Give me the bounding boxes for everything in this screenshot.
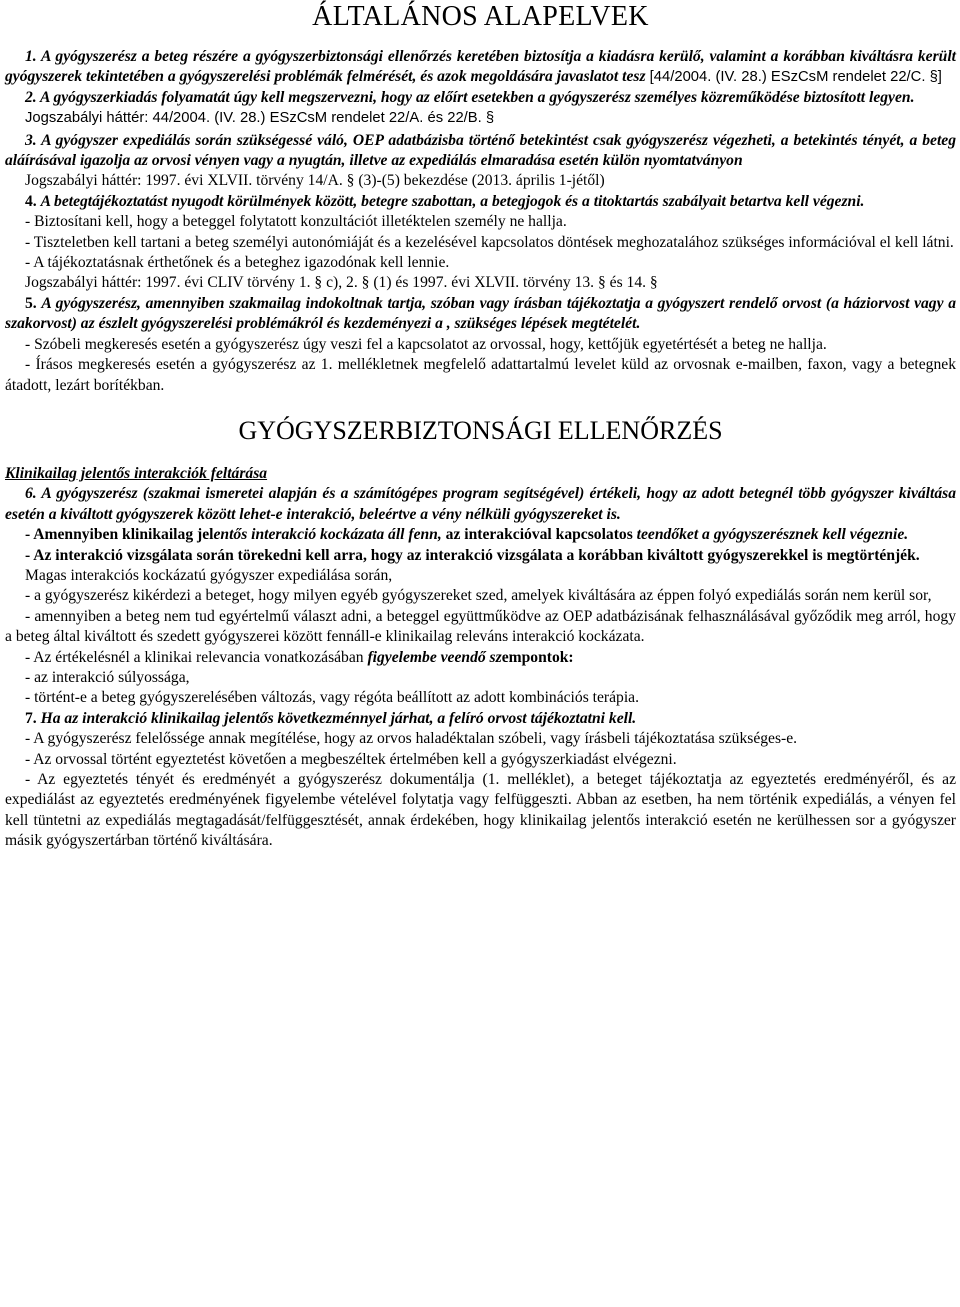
principle-3 [5,131,956,172]
principle-6-item: Magas interakciós kockázatú gyógyszer expediálása során, [25,566,393,584]
principle-2 [5,88,956,108]
principle-4-item: - A tájékoztatásnak érthetőnek és a beteghez igazodónak kell lennie. [25,254,450,272]
principle-6 [5,484,956,525]
section-title: GYÓGYSZERBIZTONSÁGI ELLENŐRZÉS [238,415,723,445]
principle-7-item: - A gyógyszerész felelőssége annak megítélése, hogy az orvos haladéktalan szóbeli, vagy írásbeli tájékoztatása szükséges-e. [25,730,798,748]
principle-5-item: - Írásos megkeresés esetén a gyógyszerész az 1. mellékletnek megfelelő adattartalmú levelet küld az orvosnak e-mailben, faxon, vagy a betegnek átadott, lezárt borítékban. [5,356,956,394]
principle-7 [5,709,956,729]
principle-7-item: - Az egyeztetés tényét és eredményét a gyógyszerész dokumentálja (1. melléklet), a beteget tájékoztatja az egyeztetés eredményéről, és az expediálást az egyeztetés eredményének figyelembe vételével folytatja vagy felfüggeszti. Abban az esetben, ha nem történik expediálás, a vényen fel kell tüntetni az expediálás megtagadását/felfüggesztését, annak érdekében, hogy klinikailag jelentős interakció esetén ne kerülhessen sor a gyógyszer másik gyógyszertárban történő kiváltására. [5,771,956,850]
principle-1-reference: [44/2004. (IV. 28.) ESzCsM rendelet 22/C. §] [645,69,942,86]
principle-2-text: 2. A gyógyszerkiadás folyamatát úgy kell megszervezni, hogy az előírt esetekben a gyógyszerész személyes közreműködése biztosított legyen. [25,88,915,106]
principle-1-text: 1. A gyógyszerész a beteg részére a gyógyszerbiztonsági ellenőrzés keretében biztosítja a kiadásra kerülő, valamint a korábban kiváltásra került gyógyszerek tekintetében a gyógyszerelési problémák felmérését, és azok megoldására javaslatot tesz [5,48,956,86]
principle-6-text: 6. A gyógyszerész (szakmai ismeretei alapján és a számítógépes program segítségével) értékeli, hogy az adott betegnél több gyógyszer kiváltása esetén a kiváltott gyógyszerek között lehet-e interakció, beleértve a vény nélküli gyógyszereket is. [5,485,956,523]
bold-run: empontok: [501,648,574,666]
principle-7-number: 7. [25,709,41,727]
principle-4-item: - Tiszteletben kell tartani a beteg személyi autonómiáját és a kezelésével kapcsolatos döntések meghozatalához szükséges információval el kell látni. [25,233,954,251]
plain-run: - Az értékelésnél a klinikai relevancia vonatkozásában [25,648,368,666]
principle-6-bold-item [5,525,956,545]
principle-6-item: - az interakció súlyossága, [25,668,190,686]
principle-6-item: - amennyiben a beteg nem tud egyértelmű választ adni, a beteggel együttműködve az OEP adatbázisának felhasználásával győződik meg arról, hogy a beteg által kiváltott és szedett gyógyszerei között fennáll-e klinikailag releváns interakció kockázata. [5,607,956,646]
principle-4-item: - Biztosítani kell, hogy a beteggel folytatott konzultációt illetéktelen személy ne hallja. [25,213,567,231]
principle-5-number: 5. [25,294,42,312]
principle-2-reference: Jogszabályi háttér: 44/2004. (IV. 28.) ESzCsM rendelet 22/A. és 22/B. § [25,110,495,127]
principle-6-bold-item: - Az interakció vizsgálata során törekedni kell arra, hogy az interakció vizsgálata a korábban kiváltott gyógyszerekkel is megtörténjék. [25,546,920,564]
principle-5 [5,294,956,335]
principle-5-item: - Szóbeli megkeresés esetén a gyógyszerész úgy veszi fel a kapcsolatot az orvossal, hogy, kettőjük egyetértését a beteg ne hallja. [25,335,827,353]
bold-run: - Amennyiben klinikailag jel [25,526,214,544]
principle-6-item: - a gyógyszerész kikérdezi a beteget, hogy milyen egyéb gyógyszereket szed, amelyek kiváltására az éppen folyó expediálás során nem kerül sor, [25,587,932,605]
principle-6-evaluation [5,648,956,668]
principle-7-text: Ha az interakció klinikailag jelentős következménnyel járhat, a felíró orvost tájékoztatni kell. [40,709,637,727]
principle-3-reference: Jogszabályi háttér: 1997. évi XLVII. törvény 14/A. § (3)-(5) bekezdése (2013. április 1-jétől) [25,172,605,190]
principle-6-item: - történt-e a beteg gyógyszerelésében változás, vagy régóta beállított az adott kombinációs terápia. [25,689,639,707]
bold-italic-run: entős interakció kockázata áll fenn, [213,526,442,544]
bold-run: az interakcióval kapcsolatos [441,526,637,544]
principle-5-text: A gyógyszerész, amennyiben szakmailag indokoltnak tartja, szóban vagy írásban tájékoztatja a gyógyszert rendelő orvost (a háziorvost vagy a szakorvost) az észlelt gyógyszerelési problémákról és kezdeményezi a , szükséges lépések megtételét. [5,294,956,333]
subsection-title-text: Klinikailag jelentős interakciók feltárása [5,464,268,482]
principle-4 [5,192,956,212]
principle-3-text: 3. A gyógyszer expediálás során szükségessé váló, OEP adatbázisba történő betekintést csak gyógyszerész végezheti, a betekintés tényét, a beteg aláírásával igazolja az orvosi vényen vagy a nyugtán, illetve az expediálás elmaradása esetén külön nyomtatványon [5,131,956,170]
subsection-title [5,464,956,484]
bold-italic-run: figyelembe veendő sz [367,648,502,666]
principle-1 [5,47,956,88]
bold-italic-run: teendőket a gyógyszerésznek kell végeznie. [636,526,909,544]
principle-7-item: - Az orvossal történt egyeztetést követően a megbeszéltek értelmében kell a gyógyszerkiadást elvégezni. [25,750,677,768]
page-title: ÁLTALÁNOS ALAPELVEK [312,1,649,32]
principle-4-reference: Jogszabályi háttér: 1997. évi CLIV törvény 1. § c), 2. § (1) és 1997. évi XLVII. törvény 13. § és 14. § [25,274,658,292]
principle-4-number: 4. [25,192,41,210]
principle-4-text: A betegtájékoztatást nyugodt körülmények között, betegre szabottan, a betegjogok és a titoktartás szabályait betartva kell végezni. [40,192,865,210]
